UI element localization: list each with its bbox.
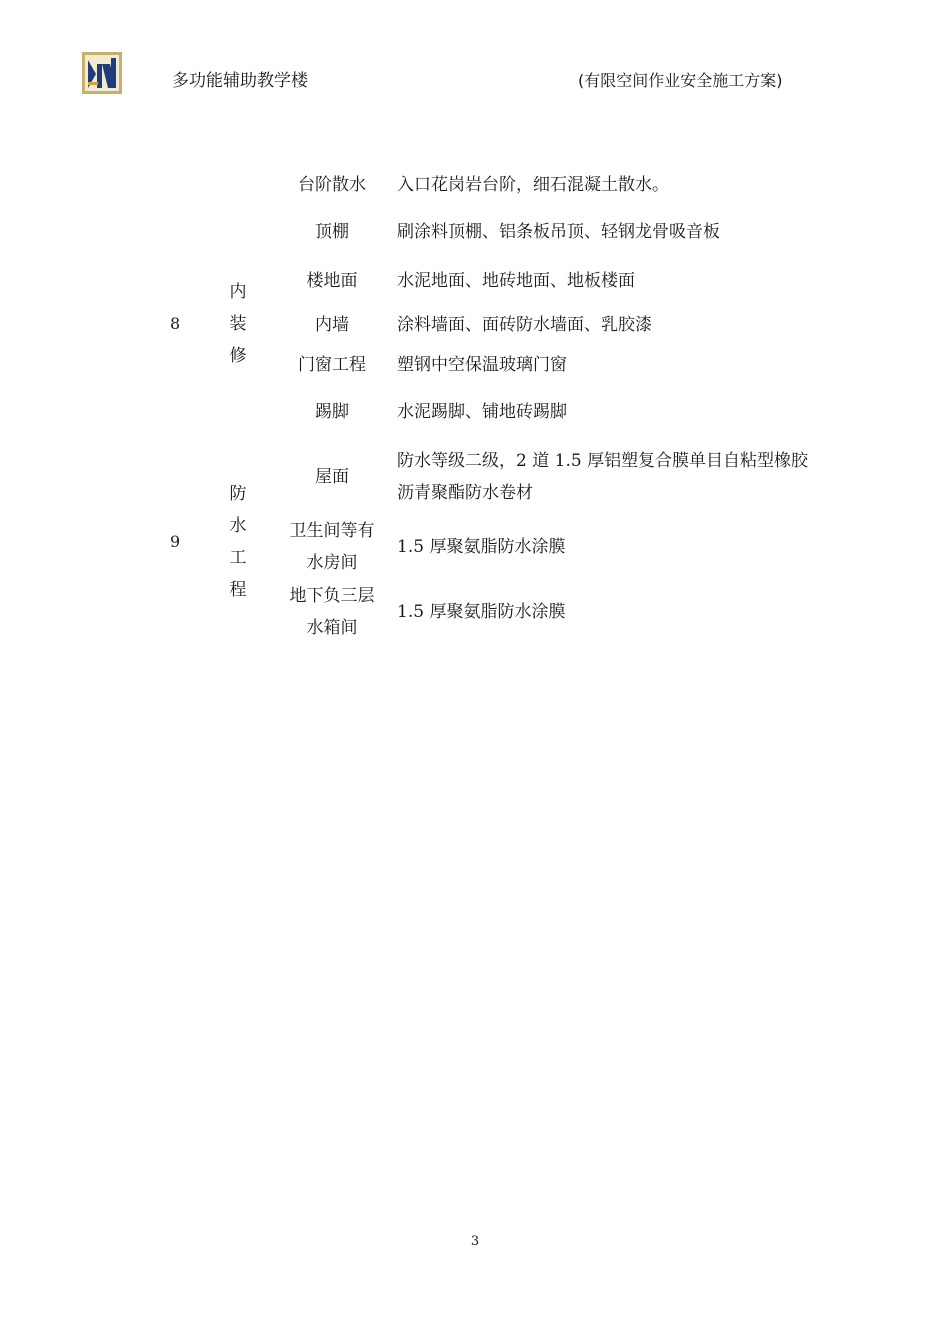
group-number: 8 [170, 314, 181, 333]
description-cell: 塑钢中空保温玻璃门窗 [397, 355, 567, 375]
description-cell: 刷涂料顶棚、铝条板吊顶、轻钢龙骨吸音板 [397, 222, 720, 242]
company-logo-icon [82, 52, 122, 94]
item-cell: 屋面 [315, 467, 349, 487]
description-cell: 入口花岗岩台阶，细石混凝土散水。 [397, 175, 669, 195]
item-cell: 踢脚 [315, 402, 349, 422]
group-category-vertical: 内 装 修 [229, 282, 247, 366]
item-cell-line: 水箱间 [306, 618, 358, 638]
group-number: 9 [170, 532, 181, 551]
item-cell: 台阶散水 [298, 175, 366, 195]
description-cell-line: 沥青聚酯防水卷材 [397, 483, 533, 503]
item-cell-line: 地下负三层 [289, 586, 375, 606]
item-cell: 顶棚 [315, 222, 349, 242]
item-cell-line: 水房间 [306, 553, 358, 573]
item-cell-line: 卫生间等有 [289, 521, 375, 541]
document-title: 多功能辅助教学楼 [172, 71, 308, 91]
group-category-vertical: 防 水 工 程 [229, 484, 247, 600]
description-cell: 1.5 厚聚氨脂防水涂膜 [397, 602, 566, 622]
document-subtitle: (有限空间作业安全施工方案) [578, 71, 783, 90]
page-number: 3 [470, 1234, 480, 1249]
item-cell: 门窗工程 [298, 355, 366, 375]
description-cell: 涂料墙面、面砖防水墙面、乳胶漆 [397, 315, 652, 335]
description-cell-line: 防水等级二级，2 道 1.5 厚铝塑复合膜单目自粘型橡胶 [397, 451, 809, 471]
item-cell: 内墙 [315, 315, 349, 335]
description-cell: 水泥踢脚、铺地砖踢脚 [397, 402, 567, 422]
description-cell: 水泥地面、地砖地面、地板楼面 [397, 271, 635, 291]
description-cell: 1.5 厚聚氨脂防水涂膜 [397, 537, 566, 557]
item-cell: 楼地面 [306, 271, 358, 291]
